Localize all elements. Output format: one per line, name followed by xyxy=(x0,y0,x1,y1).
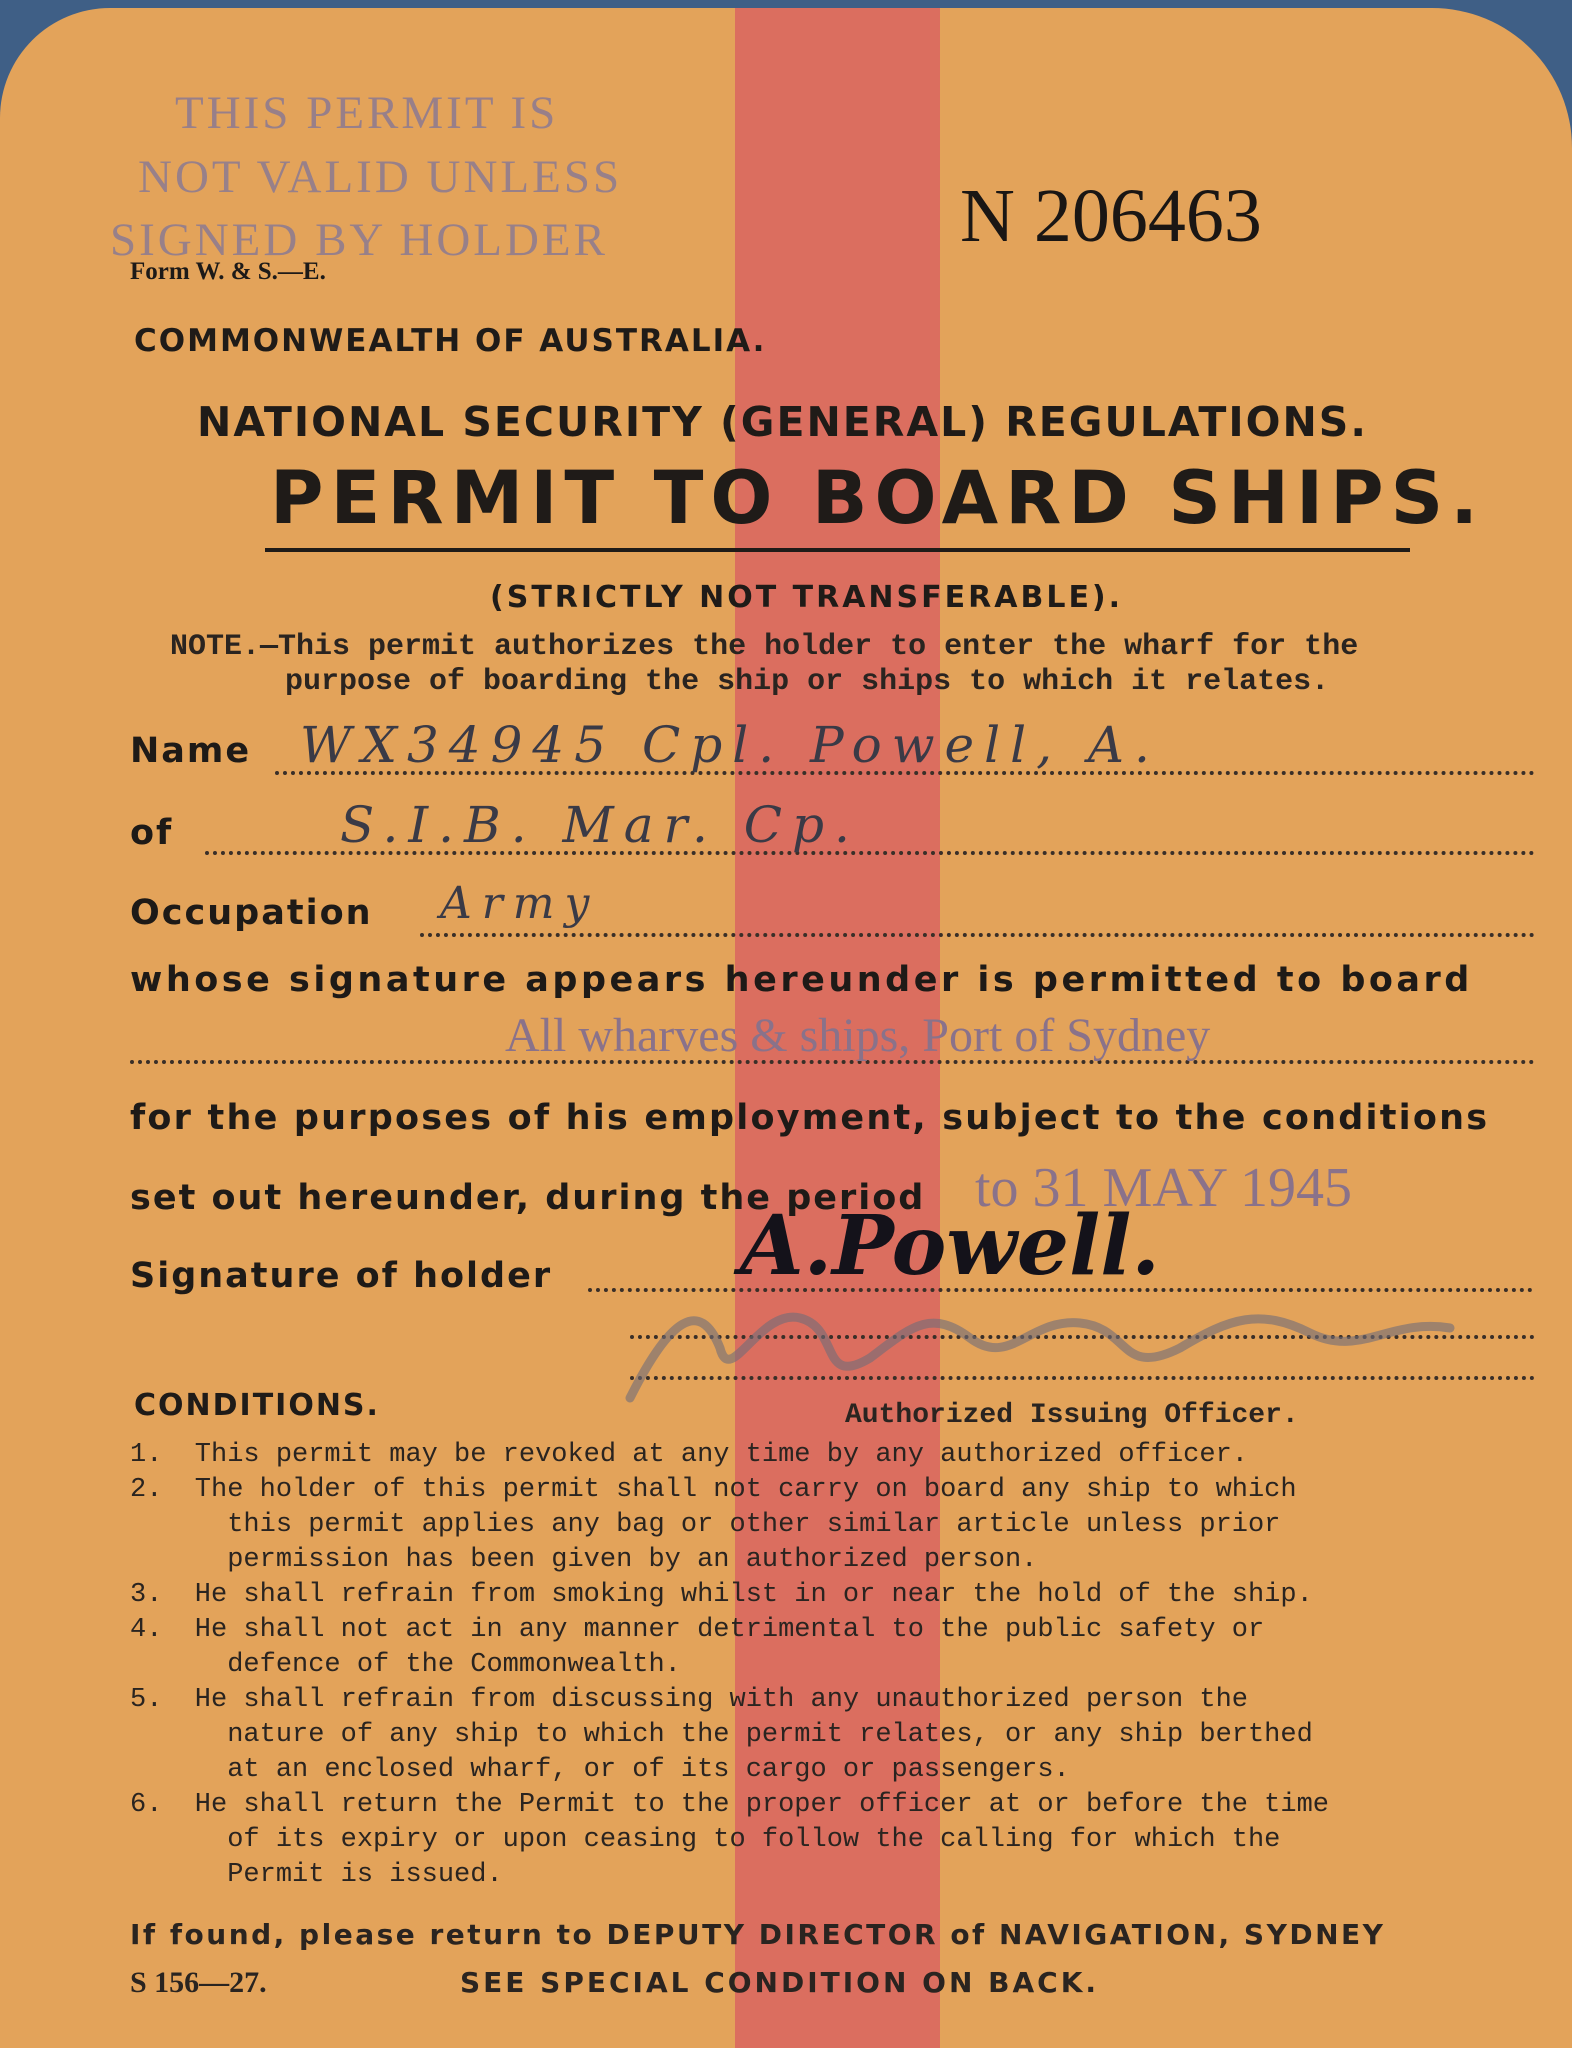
note-line2: purpose of boarding the ship or ships to which it relates. xyxy=(285,665,1330,699)
special-condition-notice: SEE SPECIAL CONDITION ON BACK. xyxy=(460,1966,1100,1999)
return-notice: If found, please return to DEPUTY DIRECTOR of NAVIGATION, SYDNEY xyxy=(130,1918,1386,1951)
condition-item: 3. He shall refrain from smoking whilst in or near the hold of the ship. xyxy=(130,1580,1313,1610)
holder-signature: A.Powell. xyxy=(740,1198,1160,1294)
regulation-heading: NATIONAL SECURITY (GENERAL) REGULATIONS. xyxy=(197,398,1368,446)
period-value: to 31 MAY 1945 xyxy=(975,1157,1353,1219)
board-value: All wharves & ships, Port of Sydney xyxy=(505,1009,1211,1062)
name-label: Name xyxy=(130,731,252,771)
signature-label: Signature of holder xyxy=(130,1256,553,1296)
permitted-text: whose signature appears hereunder is permitted to board xyxy=(130,960,1473,1000)
condition-item: 6. He shall return the Permit to the proper officer at or before the time of its expiry or upon ceasing to follow the calling for which the Permit is issued. xyxy=(130,1790,1329,1890)
condition-item: 1. This permit may be revoked at any time by any authorized officer. xyxy=(130,1440,1248,1470)
occupation-field-line xyxy=(420,933,1535,937)
occupation-value: Army xyxy=(440,878,600,929)
form-code: S 156—27. xyxy=(130,1966,267,1999)
form-number: Form W. & S.—E. xyxy=(130,258,326,285)
of-value: S.I.B. Mar. Cp. xyxy=(340,796,860,854)
officer-signature xyxy=(610,1278,1510,1418)
title-underline xyxy=(265,548,1410,552)
occupation-label: Occupation xyxy=(130,893,373,933)
of-label: of xyxy=(130,813,174,853)
purposes-text: for the purposes of his employment, subject to the conditions xyxy=(130,1098,1490,1138)
note-line1: NOTE.—This permit authorizes the holder to enter the wharf for the xyxy=(170,630,1359,664)
subtitle: (STRICTLY NOT TRANSFERABLE). xyxy=(490,580,1124,615)
page-title: PERMIT TO BOARD SHIPS. xyxy=(270,456,1485,541)
condition-item: 4. He shall not act in any manner detrimental to the public safety or defence of the Commonwealth. xyxy=(130,1615,1265,1680)
serial-number: N 206463 xyxy=(960,174,1262,258)
condition-item: 5. He shall refrain from discussing with any unauthorized person the nature of any ship to which the permit relates, or any ship berthed at an enclosed wharf, or of its cargo or passengers. xyxy=(130,1685,1313,1785)
name-value: WX34945 Cpl. Powell, A. xyxy=(300,716,1160,774)
validity-stamp-line3: SIGNED BY HOLDER xyxy=(110,214,608,266)
issuing-officer-label: Authorized Issuing Officer. xyxy=(845,1400,1299,1431)
country-heading: COMMONWEALTH OF AUSTRALIA. xyxy=(134,323,767,359)
validity-stamp-line1: THIS PERMIT IS xyxy=(175,87,559,139)
validity-stamp-line2: NOT VALID UNLESS xyxy=(138,151,623,203)
condition-item: 2. The holder of this permit shall not carry on board any ship to which this permit applies any bag or other similar article unless prior permission has been given by an authorized person. xyxy=(130,1475,1297,1575)
conditions-list xyxy=(130,1438,1329,1893)
permit-card xyxy=(0,8,1572,2048)
period-text: set out hereunder, during the period xyxy=(130,1178,926,1218)
conditions-heading: CONDITIONS. xyxy=(134,1388,380,1423)
